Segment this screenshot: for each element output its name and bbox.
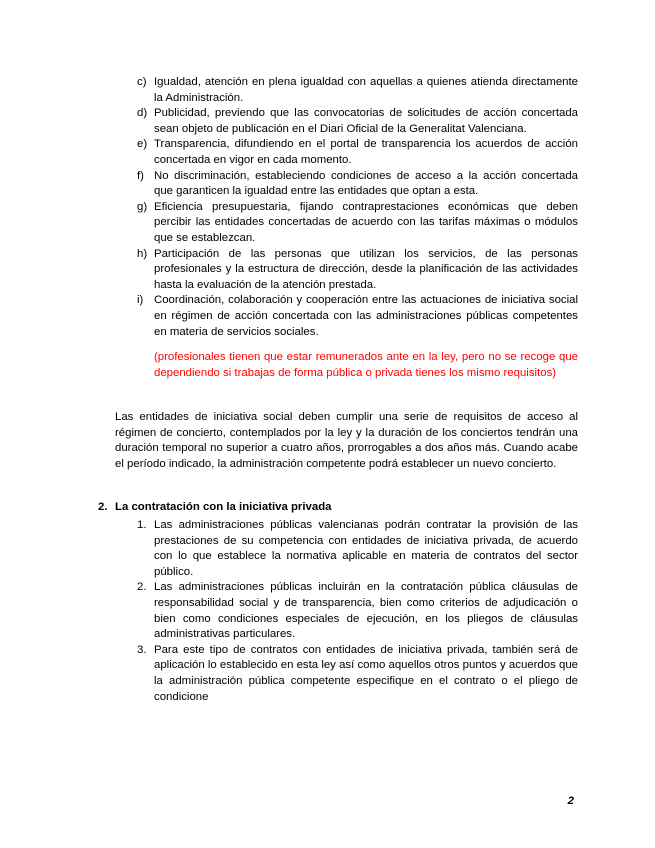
list-item-text: No discriminación, estableciendo condiciones de acceso a la acción concertada que garanticen la igualdad entre las entidades que optan a esta. (154, 169, 578, 198)
list-item (137, 518, 578, 580)
list-item-text: Coordinación, colaboración y cooperación entre las actuaciones de iniciativa social en régimen de acción concertada con las administraciones públicas competentes en materia de servicios sociales. (154, 294, 578, 338)
red-annotation-note: (profesionales tienen que estar remunerados ante en la ley, pero no se recoge que dependiendo si trabajas de forma pública o privada tienes los mismo requisitos) (154, 351, 578, 379)
list-item-text: Eficiencia presupuestaria, fijando contraprestaciones económicas que deben percibir las entidades concertadas de acuerdo con las tarifas máximas o módulos que se establezcan. (154, 200, 578, 244)
list-item-text: Participación de las personas que utilizan los servicios, de las personas profesionales y la estructura de dirección, desde la planificación de las actividades hasta la evaluación de la atención prestada. (154, 247, 578, 291)
list-item (137, 106, 578, 137)
list-item-text: Transparencia, difundiendo en el portal de transparencia los acuerdos de acción concertada en vigor en cada momento. (154, 138, 578, 166)
list-item (137, 169, 578, 200)
list-item-text: Las administraciones públicas incluirán en la contratación pública cláusulas de responsabilidad social y de transparencia, bien como criterios de adjudicación o bien como condiciones especiales de ejecución, en los pliegos de cláusulas administrativas particulares. (154, 581, 578, 641)
list-marker: c) (137, 76, 147, 88)
list-marker: d) (137, 107, 148, 120)
list-item-text: Publicidad, previendo que las convocatorias de solicitudes de acción concertada sean objeto de publicación en el Diari Oficial de la Generalitat Valenciana. (154, 107, 578, 135)
list-item-text: Las administraciones públicas valencianas podrán contratar la provisión de las prestaciones de su competencia con entidades de iniciativa privada, de acuerdo con lo que establece la normativa aplicable en materia de contratos del sector público. (154, 519, 578, 578)
list-item-text: Para este tipo de contratos con entidades de iniciativa privada, también será de aplicación lo establecido en esta ley así como aquellos otros puntos y acuerdos que la administración pública competente especifique en el contrato o el pliego de condicione (154, 643, 578, 703)
list-marker: e) (137, 138, 148, 151)
body-paragraph: Las entidades de iniciativa social deben cumplir una serie de requisitos de acceso al régimen de concierto, contemplados por la ley y la duración de los conciertos tendrán una duración temporal no superior a cuatro años, prorrogables a dos años más. Cuando acabe el período indicado, la administración competente podrá establecer un nuevo concierto. (115, 411, 578, 470)
section-number: 2. (98, 501, 108, 513)
list-marker: h) (137, 247, 148, 260)
list-item (137, 200, 578, 247)
list-marker: g) (137, 200, 148, 213)
numbered-list (137, 518, 578, 705)
list-item (137, 293, 578, 340)
list-marker: i) (137, 294, 144, 307)
list-item (137, 580, 578, 642)
list-item (137, 75, 578, 106)
list-marker: f) (137, 169, 144, 182)
page-number: 2 (567, 795, 574, 807)
list-marker: 3. (137, 643, 147, 656)
list-item-text: Igualdad, atención en plena igualdad con aquellas a quienes atienda directamente la Administración. (154, 76, 578, 104)
section-heading (98, 500, 332, 516)
list-item (137, 643, 578, 705)
alpha-list (137, 75, 578, 340)
list-marker: 2. (137, 581, 147, 594)
list-item (137, 137, 578, 168)
section-title: La contratación con la iniciativa privada (115, 501, 332, 513)
list-item (137, 247, 578, 294)
list-marker: 1. (137, 519, 147, 531)
